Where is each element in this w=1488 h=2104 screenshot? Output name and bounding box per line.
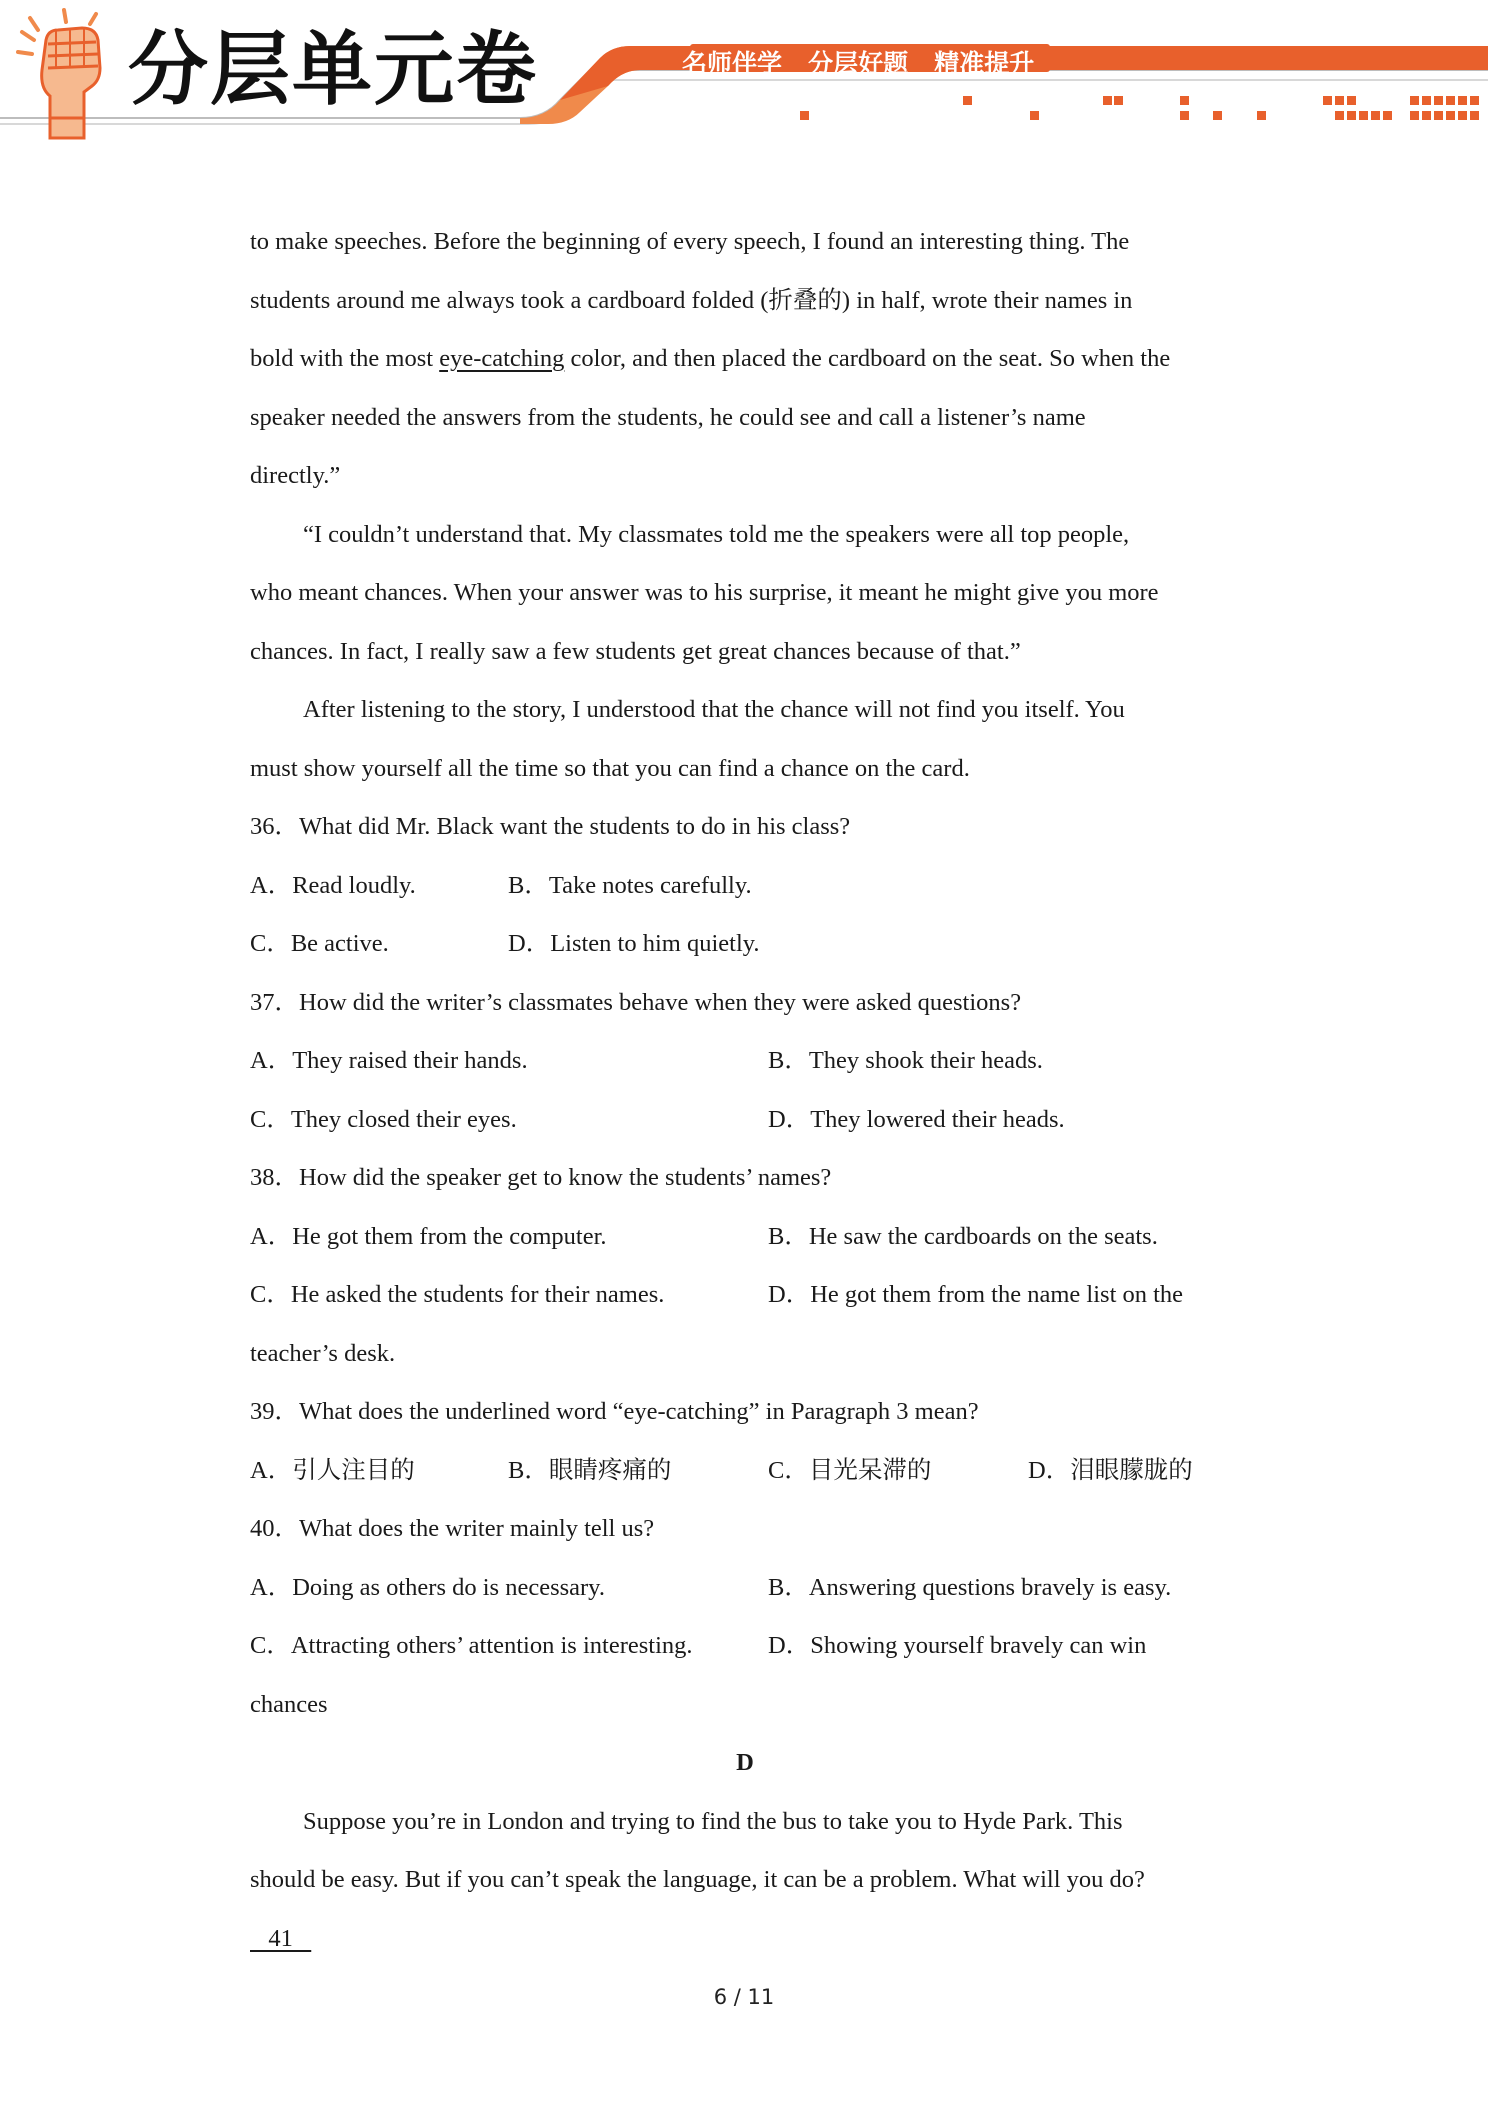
option-40-b: B．Answering questions bravely is easy. bbox=[768, 1573, 1172, 1601]
underlined-word: eye-catching bbox=[439, 345, 565, 372]
option-40-c: C．Attracting others’ attention is interesting. bbox=[250, 1632, 693, 1659]
question-stem-39: 39．What does the underlined word “eye-catching” in Paragraph 3 mean? bbox=[250, 1398, 979, 1425]
option-39-d: D．泪眼朦胧的 bbox=[1028, 1456, 1193, 1484]
option-38-c: C．He asked the students for their names. bbox=[250, 1281, 665, 1308]
passage-line: to make speeches. Before the beginning of every speech, I found an interesting thing. The bbox=[250, 228, 1130, 255]
page-number: 6 / 11 bbox=[713, 1985, 775, 2009]
passage-line: chances. In fact, I really saw a few students get great chances because of that.” bbox=[250, 637, 1021, 665]
passage-line: “I couldn’t understand that. My classmates told me the speakers were all top people, bbox=[303, 520, 1130, 548]
option-36-d: D．Listen to him quietly. bbox=[508, 930, 760, 957]
passage-line: who meant chances. When your answer was to his surprise, it meant he might give you more bbox=[250, 579, 1159, 606]
option-40-a: A．Doing as others do is necessary. bbox=[250, 1573, 605, 1601]
option-40-d: D．Showing yourself bravely can win bbox=[768, 1632, 1147, 1659]
answer-blank: 41 bbox=[250, 1924, 312, 1952]
passage-line: should be easy. But if you can’t speak the language, it can be a problem. What will you do? bbox=[250, 1866, 1145, 1893]
option-37-c: C．They closed their eyes. bbox=[250, 1105, 517, 1133]
option-38-d-continued: teacher’s desk. bbox=[250, 1339, 396, 1367]
passage-line: speaker needed the answers from the students, he could see and call a listener’s name bbox=[250, 403, 1086, 431]
passage-line-underlined bbox=[250, 330, 1250, 389]
option-37-b: B．They shook their heads. bbox=[768, 1047, 1043, 1074]
option-40-d-continued: chances bbox=[250, 1690, 328, 1718]
options-row bbox=[250, 857, 1250, 916]
option-37-d: D．They lowered their heads. bbox=[768, 1105, 1065, 1133]
options-row bbox=[250, 1559, 1250, 1618]
question-stem-40: 40．What does the writer mainly tell us? bbox=[250, 1515, 655, 1542]
question-stem-36: 36．What did Mr. Black want the students to do in his class? bbox=[250, 813, 851, 840]
option-38-b: B．He saw the cardboards on the seats. bbox=[768, 1222, 1158, 1250]
option-36-b: B．Take notes carefully. bbox=[508, 871, 752, 899]
document-body bbox=[250, 213, 1250, 1968]
options-row bbox=[250, 1032, 1250, 1091]
passage-line: Suppose you’re in London and trying to find the bus to take you to Hyde Park. This bbox=[303, 1807, 1123, 1835]
options-row bbox=[250, 1266, 1250, 1325]
option-36-a: A．Read loudly. bbox=[250, 871, 416, 899]
option-37-a: A．They raised their hands. bbox=[250, 1047, 528, 1074]
blank-41 bbox=[250, 1910, 1250, 1969]
page-header bbox=[0, 0, 1488, 150]
option-38-a: A．He got them from the computer. bbox=[250, 1222, 607, 1250]
question-stem-38: 38．How did the speaker get to know the students’ names? bbox=[250, 1164, 832, 1191]
passage-line: students around me always took a cardboard folded (折叠的) in half, wrote their names in bbox=[250, 286, 1133, 314]
question-stem-37: 37．How did the writer’s classmates behave when they were asked questions? bbox=[250, 988, 1022, 1016]
option-39-b: B．眼睛疼痛的 bbox=[508, 1456, 672, 1484]
option-39-a: A．引人注目的 bbox=[250, 1456, 415, 1484]
passage-line: directly.” bbox=[250, 462, 341, 489]
options-row bbox=[250, 1208, 1250, 1267]
section-heading: D bbox=[736, 1749, 754, 1776]
passage-text: bold with the most bbox=[250, 345, 440, 372]
passage-line: After listening to the story, I understood that the chance will not find you itself. You bbox=[303, 696, 1125, 723]
options-row bbox=[250, 915, 1250, 974]
passage-line: must show yourself all the time so that you can find a chance on the card. bbox=[250, 754, 970, 782]
options-row bbox=[250, 1091, 1250, 1150]
brand-title: 分层单元卷 bbox=[128, 23, 538, 116]
passage-text: color, and then placed the cardboard on the seat. So when the bbox=[564, 345, 1171, 372]
options-row bbox=[250, 1617, 1250, 1676]
header-slogan: 名师伴学 分层好题 精准提升 bbox=[682, 49, 1035, 78]
option-36-c: C．Be active. bbox=[250, 930, 389, 957]
option-38-d: D．He got them from the name list on the bbox=[768, 1281, 1184, 1308]
options-row bbox=[250, 1442, 1250, 1501]
option-39-c: C．目光呆滞的 bbox=[768, 1456, 932, 1484]
